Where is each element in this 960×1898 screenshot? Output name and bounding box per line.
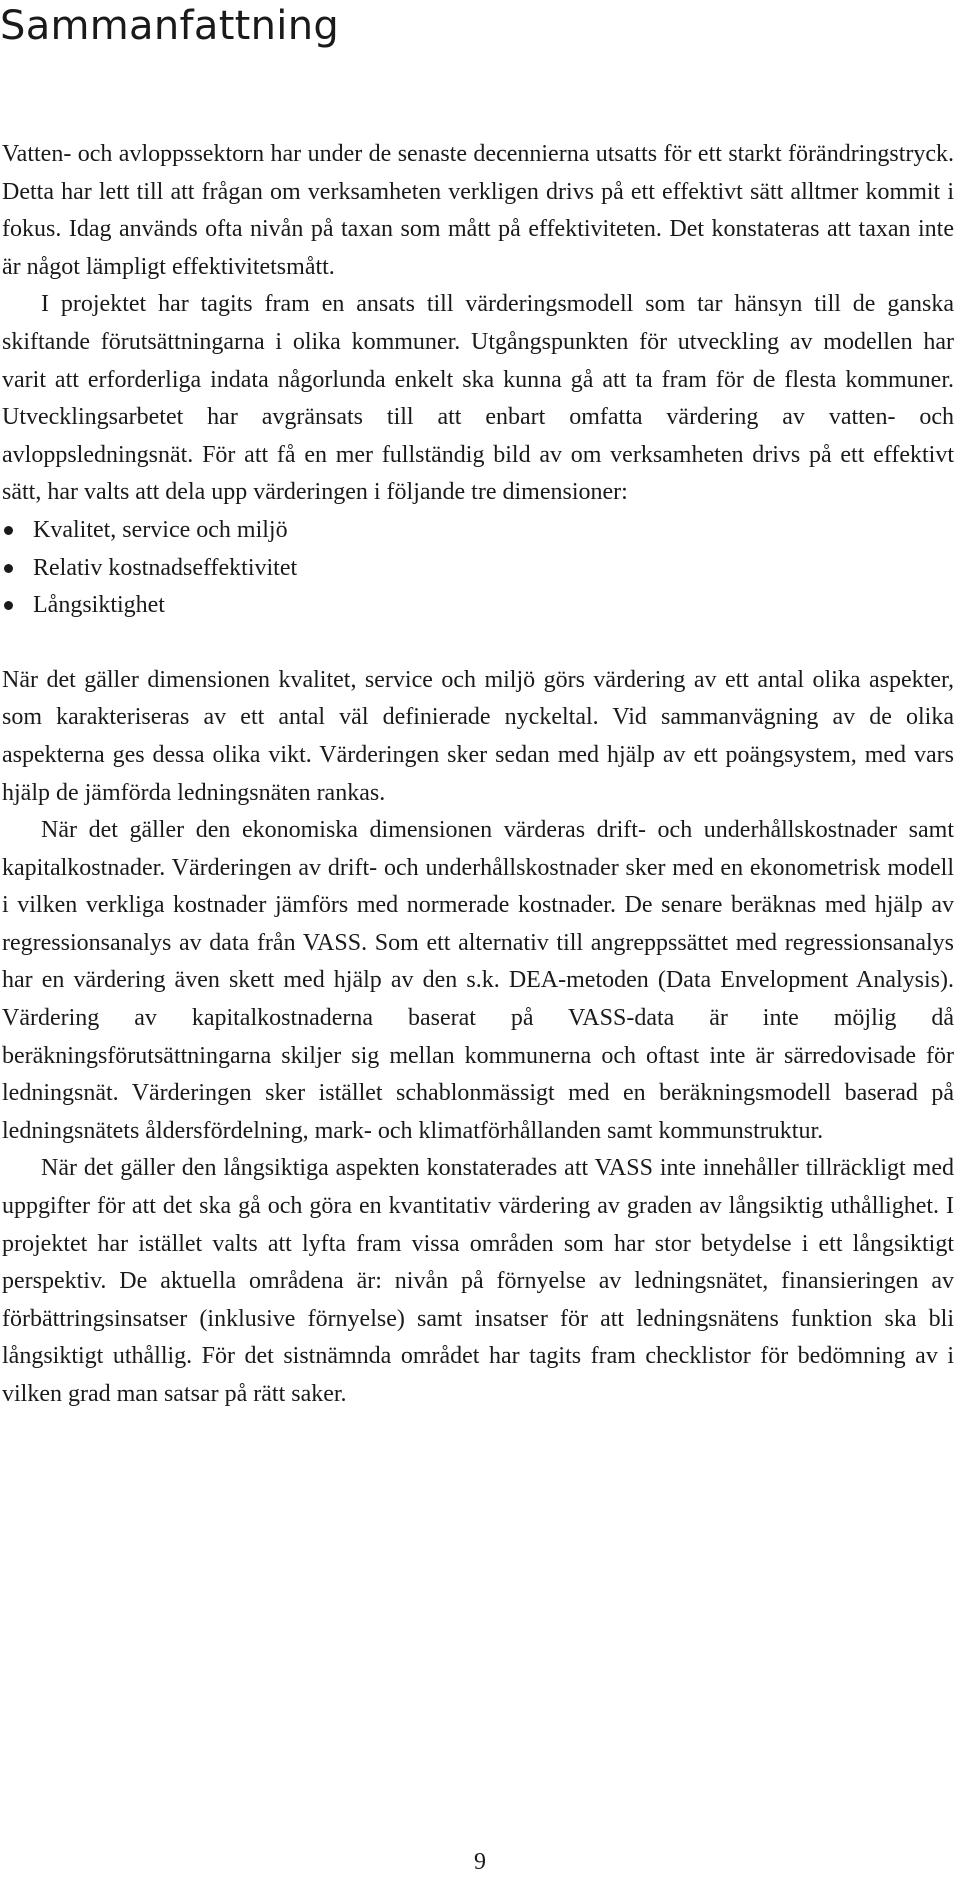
list-item: [2, 512, 954, 550]
body-text: [2, 136, 954, 1414]
bullet-icon: [4, 601, 13, 610]
paragraph-3: När det gäller dimensionen kvalitet, service och miljö görs värdering av ett antal olika aspekter, som karakteriseras av ett antal väl definierade nyckeltal. Vid sammanvägning av de olika aspekterna ges dessa olika vikt. Värderingen sker sedan med hjälp av ett poängsystem, med vars hjälp de jämförda ledningsnäten rankas.: [2, 666, 954, 806]
paragraph-spacer: [2, 625, 954, 662]
page-number: 9: [474, 1849, 486, 1875]
page-title: Sammanfattning: [0, 3, 340, 49]
paragraph-1: Vatten- och avloppssektorn har under de senaste decennierna utsatts för ett starkt förändringstryck. Detta har lett till att frågan om verksamheten verkligen drivs på ett effektivt sätt alltmer kommit i fokus. Idag används ofta nivån på taxan som mått på effektiviteten. Det konstateras att taxan inte är något lämpligt effektivitetsmått.: [2, 141, 954, 280]
paragraph-4: När det gäller den ekonomiska dimensionen värderas drift- och underhållskostnader samt kapitalkostnader. Värderingen av drift- och underhållskostnader sker med en ekonometrisk modell i vilken verkliga kostnader jämförs med normerade kostnader. De senare beräknas med hjälp av regressionsanalys av data från VASS. Som ett alternativ till angreppssättet med regressionsanalys har en värdering även skett med hjälp av den s.k. DEA-metoden (Data Envelopment Analysis). Värdering av kapitalkostnaderna baserat på VASS-data är inte möjlig då beräkningsförutsättningarna skiljer sig mellan kommunerna och oftast inte är särredovisade för ledningsnät. Värderingen sker istället schablonmässigt med en beräkningsmodell baserad på ledningsnätets åldersfördelning, mark- och klimatförhållanden samt kommunstruktur.: [2, 817, 954, 1144]
list-item-label: Kvalitet, service och miljö: [33, 516, 288, 543]
list-item-label: Relativ kostnadseffektivitet: [33, 554, 298, 581]
list-item: [2, 550, 954, 588]
bullet-icon: [4, 526, 13, 535]
dimension-list: [2, 512, 954, 625]
paragraph-2: I projektet har tagits fram en ansats till värderingsmodell som tar hänsyn till de ganska skiftande förutsättningarna i olika kommuner. Utgångspunkten för utveckling av modellen har varit att erforderliga indata någorlunda enkelt ska kunna gå att ta fram för de flesta kommuner. Utvecklingsarbetet har avgränsats till att enbart omfatta värdering av vatten- och avloppsledningsnät. För att få en mer fullständig bild av om verksamheten drivs på ett effektivt sätt, har valts att dela upp värderingen i följande tre dimensioner:: [2, 291, 954, 506]
list-item-label: Långsiktighet: [33, 592, 165, 619]
list-item: [2, 587, 954, 625]
bullet-icon: [4, 564, 13, 573]
paragraph-5: När det gäller den långsiktiga aspekten konstaterades att VASS inte innehåller tillräckligt med uppgifter för att det ska gå och göra en kvantitativ värdering av graden av långsiktig uthållighet. I projektet har istället valts att lyfta fram vissa områden som har stor betydelse i ett långsiktigt perspektiv. De aktuella områdena är: nivån på förnyelse av ledningsnätet, finansieringen av förbättringsinsatser (inklusive förnyelse) samt insatser för att ledningsnätens funktion ska bli långsiktigt uthållig. För det sistnämnda området har tagits fram checklistor för bedömning av i vilken grad man satsar på rätt saker.: [2, 1155, 954, 1407]
